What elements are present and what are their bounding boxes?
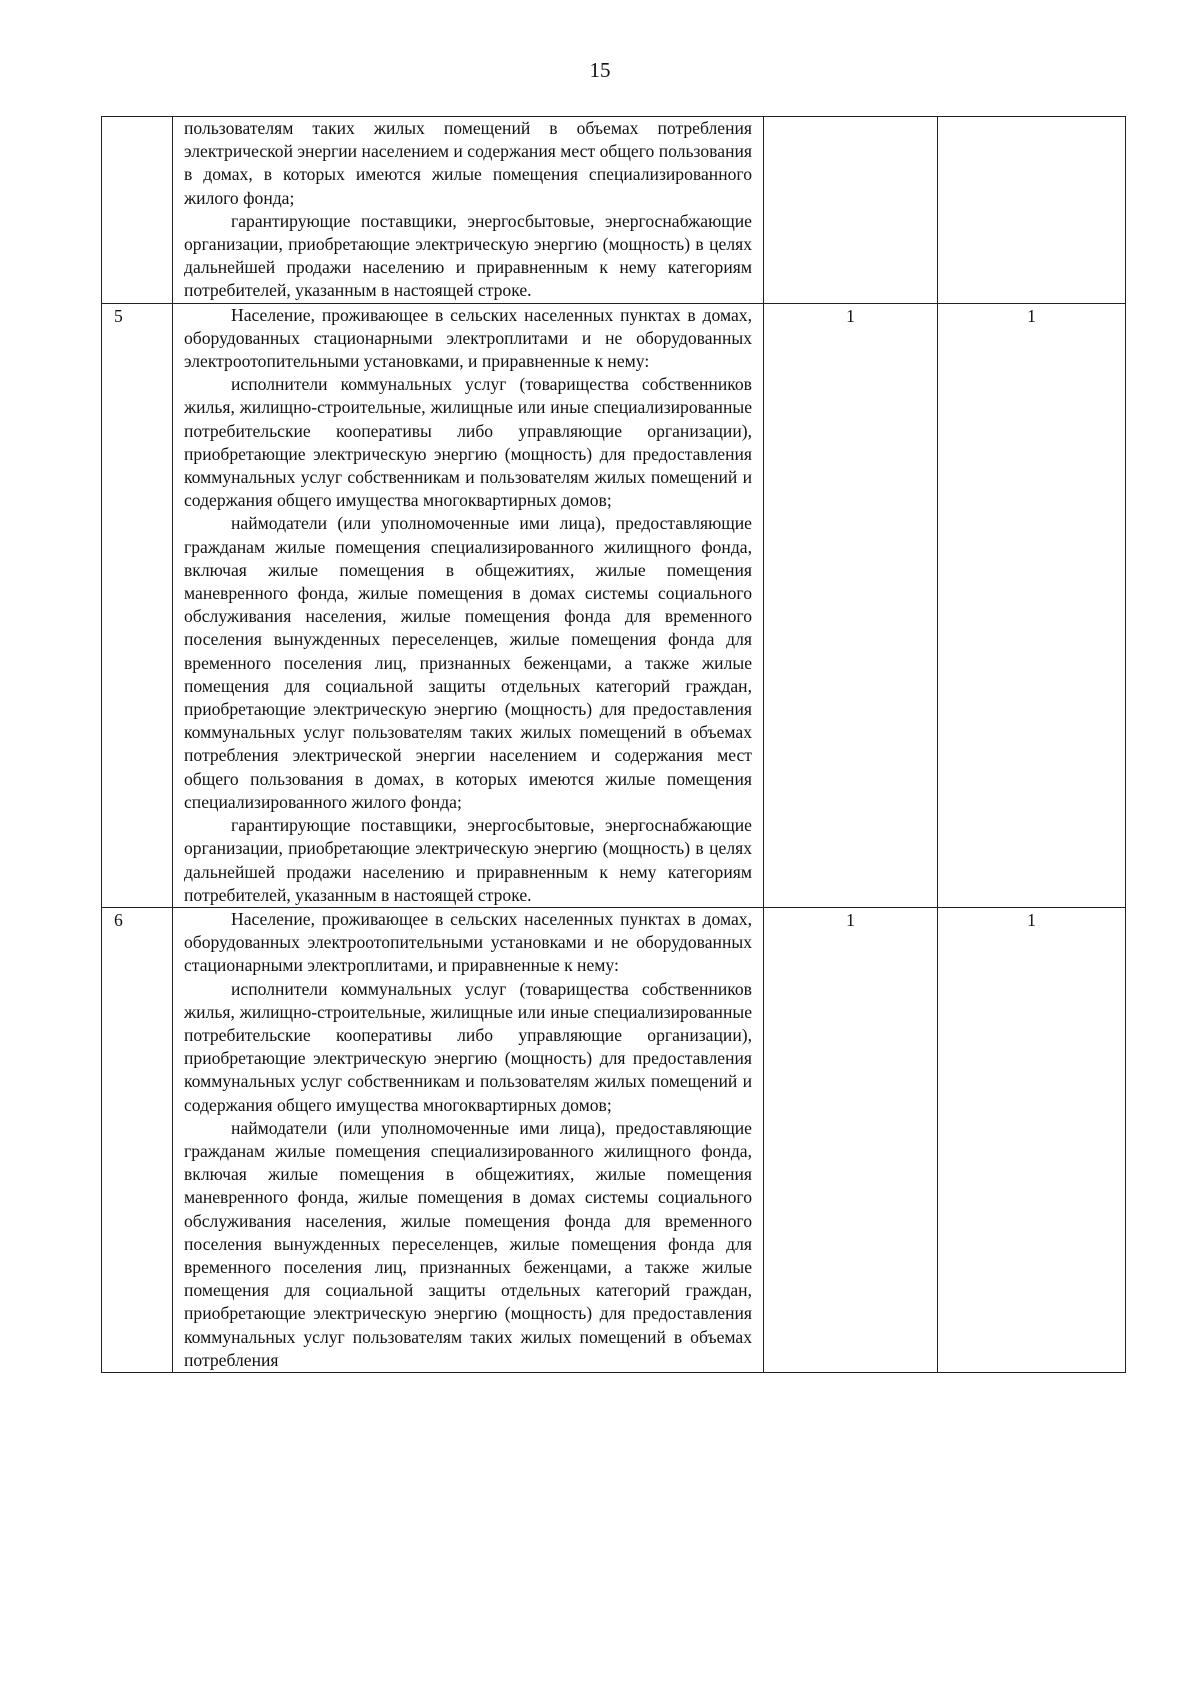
row-number: 6	[114, 909, 123, 930]
row-value1: 1	[846, 305, 855, 326]
row-number	[102, 117, 172, 118]
row-number-cell	[102, 117, 173, 304]
row-value2-cell	[938, 907, 1126, 1372]
row-number-cell	[102, 303, 173, 907]
description-paragraph: пользователям таких жилых помещений в объемах потребления электрической энергии населением и содержания мест общего пользования в домах, в которых имеются жилые помещения специализированного жилого фонда;	[184, 118, 752, 208]
row-value1-cell	[764, 117, 938, 304]
row-value1: 1	[846, 909, 855, 930]
table-row	[102, 303, 1126, 907]
row-number-cell	[102, 907, 173, 1372]
description-paragraph: гарантирующие поставщики, энергосбытовые, энергоснабжающие организации, приобретающие электрическую энергию (мощность) в целях дальнейшей продажи населению и приравненным к нему категориям потребителей, указанным в настоящей строке.	[184, 210, 752, 301]
row-value2-cell	[938, 303, 1126, 907]
row-value1-cell	[764, 303, 938, 907]
table-row	[102, 117, 1126, 304]
description-paragraph: Население, проживающее в сельских населенных пунктах в домах, оборудованных электроотопительными установками и не оборудованных стационарными электроплитами, и приравненные к нему:	[184, 908, 752, 976]
description-paragraph: гарантирующие поставщики, энергосбытовые, энергоснабжающие организации, приобретающие электрическую энергию (мощность) в целях дальнейшей продажи населению и приравненным к нему категориям потребителей, указанным в настоящей строке.	[184, 815, 752, 905]
row-value2: 1	[1027, 305, 1036, 326]
tariff-table	[101, 116, 1126, 1373]
row-value1-cell	[764, 907, 938, 1372]
row-value2: 1	[1027, 909, 1036, 930]
description-paragraph: исполнители коммунальных услуг (товарищества собственников жилья, жилищно-строительные, жилищные или иные специализированные потребительские кооперативы либо управляющие организации), приобретающие электрическую энергию (мощность) для предоставления коммунальных услуг собственникам и пользователям жилых помещений и содержания общего имущества многоквартирных домов;	[184, 374, 752, 511]
description-paragraph: Население, проживающее в сельских населенных пунктах в домах, оборудованных стационарными электроплитами и не оборудованных электроотопительными установками, и приравненные к нему:	[184, 304, 752, 372]
row-description-cell	[173, 117, 764, 304]
description-paragraph: наймодатели (или уполномоченные ими лица), предоставляющие гражданам жилые помещения специализированного жилищного фонда, включая жилые помещения в общежитиях, жилые помещения маневренного фонда, жилые помещения в домах системы социального обслуживания населения, жилые помещения фонда для временного поселения вынужденных переселенцев, жилые помещения фонда для временного поселения лиц, признанных беженцами, а также жилые помещения для социальной защиты отдельных категорий граждан, приобретающие электрическую энергию (мощность) для предоставления коммунальных услуг пользователям таких жилых помещений в объемах потребления	[184, 1117, 752, 1370]
row-value2	[938, 117, 1125, 118]
description-paragraph: наймодатели (или уполномоченные ими лица), предоставляющие гражданам жилые помещения специализированного жилищного фонда, включая жилые помещения в общежитиях, жилые помещения маневренного фонда, жилые помещения в домах системы социального обслуживания населения, жилые помещения фонда для временного поселения вынужденных переселенцев, жилые помещения фонда для временного поселения лиц, признанных беженцами, а также жилые помещения для социальной защиты отдельных категорий граждан, приобретающие электрическую энергию (мощность) для предоставления коммунальных услуг пользователям таких жилых помещений в объемах потребления электрической энергии населением и содержания мест общего пользования в домах, в которых имеются жилые помещения специализированного жилого фонда;	[184, 513, 752, 812]
row-number: 5	[114, 305, 123, 326]
description-paragraph: исполнители коммунальных услуг (товарищества собственников жилья, жилищно-строительные, жилищные или иные специализированные потребительские кооперативы либо управляющие организации), приобретающие электрическую энергию (мощность) для предоставления коммунальных услуг собственникам и пользователям жилых помещений и содержания общего имущества многоквартирных домов;	[184, 978, 752, 1115]
row-value1	[764, 117, 937, 118]
table-row	[102, 907, 1126, 1372]
row-value2-cell	[938, 117, 1126, 304]
page-number: 15	[589, 58, 611, 82]
row-description-cell	[173, 303, 764, 907]
row-description-cell	[173, 907, 764, 1372]
